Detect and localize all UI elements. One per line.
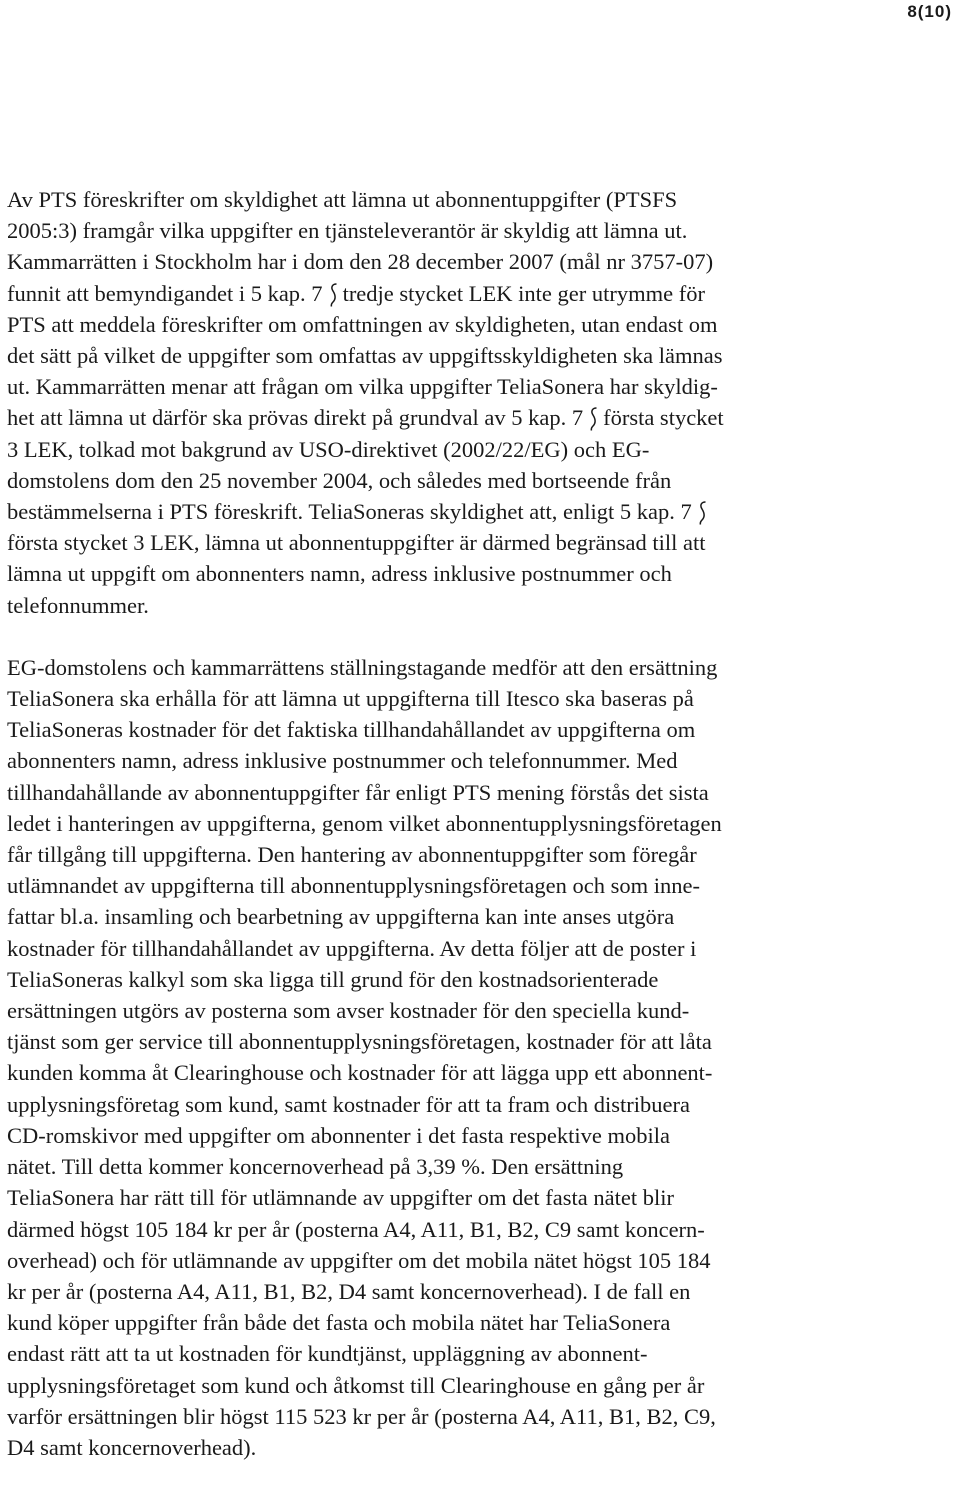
document-body [7,184,897,1463]
paragraph-1 [7,184,897,621]
text-line: kund köper uppgifter från både det fasta och mobila nätet har TeliaSonera [7,1310,671,1336]
text-line: upplysningsföretaget som kund och åtkomst till Clearinghouse en gång per år [7,1372,705,1398]
section-sign-icon [698,500,708,526]
text-line: EG-domstolens och kammarrättens ställningstagande medför att den ersättning [7,654,718,680]
text-line: 2005:3) framgår vilka uppgifter en tjänsteleverantör är skyldig att lämna ut. [7,218,688,244]
text-line: domstolens dom den 25 november 2004, och således med bortseende från [7,467,672,493]
text-segment: tredje stycket LEK inte ger utrymme för [342,280,705,306]
text-line: ledet i hanteringen av uppgifterna, genom vilket abonnentupplysningsföretagen [7,810,722,836]
text-segment: bestämmelserna i PTS föreskrift. TeliaSoneras skyldighet att, enligt 5 kap. 7 [7,499,692,525]
text-line: tillhandahållande av abonnentuppgifter får enligt PTS mening förstås det sista [7,779,709,805]
text-line: TeliaSonera har rätt till för utlämnande av uppgifter om det fasta nätet blir [7,1185,674,1211]
text-line: CD-romskivor med uppgifter om abonnenter i det fasta respektive mobila [7,1122,670,1148]
text-line: TeliaSoneras kalkyl som ska ligga till grund för den kostnadsorienterade [7,966,659,992]
text-segment: funnit att bemyndigandet i 5 kap. 7 [7,280,323,306]
text-line: Kammarrätten i Stockholm har i dom den 28 december 2007 (mål nr 3757-07) [7,249,714,275]
text-line: tjänst som ger service till abonnentupplysningsföretagen, kostnader för att låta [7,1029,712,1055]
text-line: ersättningen utgörs av posterna som avser kostnader för den speciella kund- [7,998,690,1024]
text-line: därmed högst 105 184 kr per år (posterna A4, A11, B1, B2, C9 samt koncern- [7,1216,705,1242]
text-line: abonnenters namn, adress inklusive postnummer och telefonnummer. Med [7,748,678,774]
text-line: nätet. Till detta kommer koncernoverhead på 3,39 %. Den ersättning [7,1154,624,1180]
text-segment: första stycket [603,405,724,431]
text-line: Av PTS föreskrifter om skyldighet att lämna ut abonnentuppgifter (PTSFS [7,187,678,212]
text-line: upplysningsföretag som kund, samt kostnader för att ta fram och distribuera [7,1091,690,1117]
text-line: kunden komma åt Clearinghouse och kostnader för att lägga upp ett abonnent- [7,1060,713,1086]
text-line [7,402,897,433]
text-line: det sätt på vilket de uppgifter som omfattas av uppgiftsskyldigheten ska lämnas [7,343,723,369]
text-line: endast rätt att ta ut kostnaden för kundtjänst, uppläggning av abonnent- [7,1341,648,1367]
text-line: lämna ut uppgift om abonnenters namn, adress inklusive postnummer och [7,561,672,587]
text-line: får tillgång till uppgifterna. Den hantering av abonnentuppgifter som föregår [7,842,697,868]
text-line: kr per år (posterna A4, A11, B1, B2, D4 samt koncernoverhead). I de fall en [7,1278,691,1304]
page-number: 8(10) [907,2,952,21]
section-sign-icon [589,406,599,432]
text-line: 3 LEK, tolkad mot bakgrund av USO-direktivet (2002/22/EG) och EG- [7,436,650,462]
text-line: overhead) och för utlämnande av uppgifter om det mobila nätet högst 105 184 [7,1247,711,1273]
text-line [7,496,897,527]
text-line: kostnader för tillhandahållandet av uppgifterna. Av detta följer att de poster i [7,935,697,961]
text-line: PTS att meddela föreskrifter om omfattningen av skyldigheten, utan endast om [7,311,718,337]
text-line: D4 samt koncernoverhead). [7,1434,257,1460]
text-line: TeliaSoneras kostnader för det faktiska tillhandahållandet av uppgifterna om [7,717,696,743]
paragraph-2 [7,652,897,1463]
text-line: ut. Kammarrätten menar att frågan om vilka uppgifter TeliaSonera har skyldig- [7,374,718,400]
text-line: TeliaSonera ska erhålla för att lämna ut uppgifterna till Itesco ska baseras på [7,686,694,712]
section-sign-icon [329,282,339,308]
text-line: telefonnummer. [7,592,149,618]
text-line: fattar bl.a. insamling och bearbetning av uppgifterna kan inte anses utgöra [7,904,675,930]
text-line: första stycket 3 LEK, lämna ut abonnentuppgifter är därmed begränsad till att [7,530,706,556]
text-line: varför ersättningen blir högst 115 523 kr per år (posterna A4, A11, B1, B2, C9, [7,1403,716,1429]
text-segment: het att lämna ut därför ska prövas direkt på grundval av 5 kap. 7 [7,405,584,431]
text-line [7,278,897,309]
paragraph-spacer [7,621,897,652]
text-line: utlämnandet av uppgifterna till abonnentupplysningsföretagen och som inne- [7,873,700,899]
